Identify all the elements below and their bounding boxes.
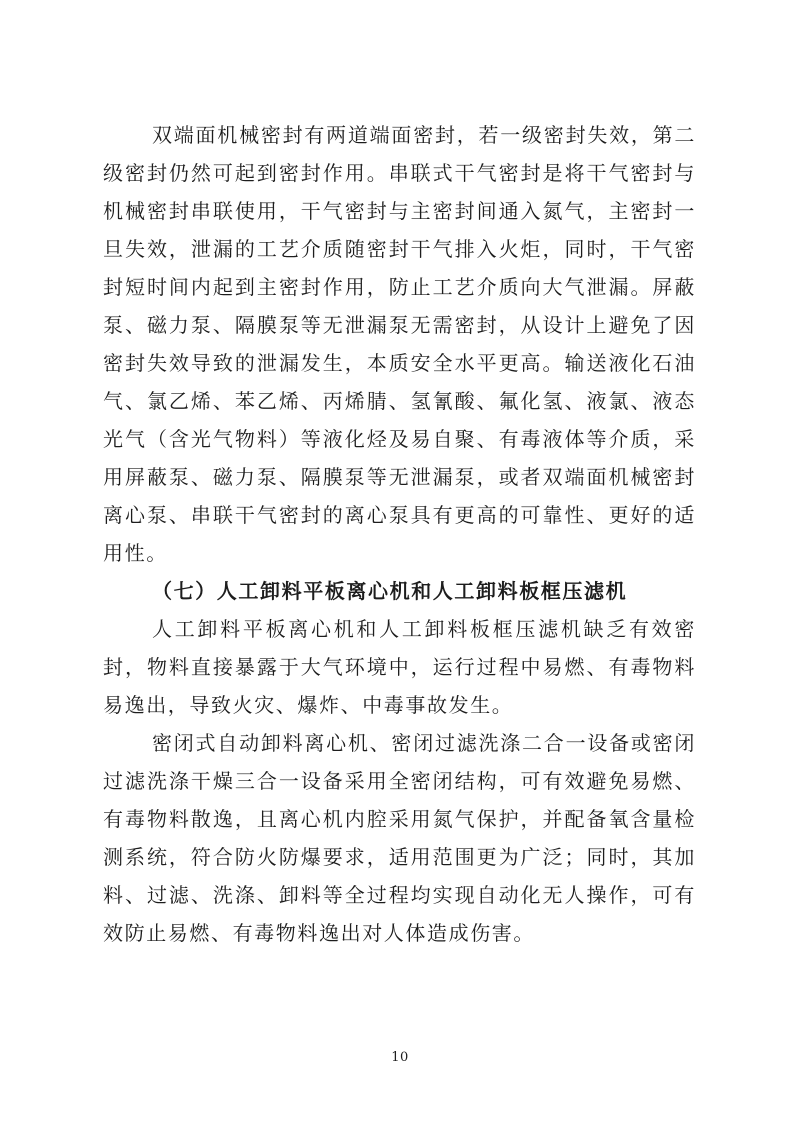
body-paragraph: 密闭式自动卸料离心机、密闭过滤洗涤二合一设备或密闭过滤洗涤干燥三合一设备采用全密闭结构，可有效避免易燃、有毒物料散逸，且离心机内腔采用氮气保护，并配备氧含量检测系统，符合防火防爆要求，适用范围更为广泛；同时，其加料、过滤、洗涤、卸料等全过程均实现自动化无人操作，可有效防止易燃、有毒物料逸出对人体造成伤害。 (103, 731, 696, 945)
page-number: 10 (391, 1050, 409, 1065)
body-paragraph: 双端面机械密封有两道端面密封，若一级密封失效，第二级密封仍然可起到密封作用。串联式干气密封是将干气密封与机械密封串联使用，干气密封与主密封间通入氮气，主密封一旦失效，泄漏的工艺介质随密封干气排入火炬，同时，干气密封短时间内起到主密封作用，防止工艺介质向大气泄漏。屏蔽泵、磁力泵、隔膜泵等无泄漏泵无需密封，从设计上避免了因密封失效导致的泄漏发生，本质安全水平更高。输送液化石油气、氯乙烯、苯乙烯、丙烯腈、氢氰酸、氟化氢、液氯、液态光气（含光气物料）等液化烃及易自聚、有毒液体等介质，采用屏蔽泵、磁力泵、隔膜泵等无泄漏泵，或者双端面机械密封离心泵、串联干气密封的离心泵具有更高的可靠性、更好的适用性。 (103, 123, 696, 565)
document-body (103, 116, 696, 952)
section-heading: （七）人工卸料平板离心机和人工卸料板框压滤机 (152, 579, 628, 603)
body-paragraph: 人工卸料平板离心机和人工卸料板框压滤机缺乏有效密封，物料直接暴露于大气环境中，运行过程中易燃、有毒物料易逸出，导致火灾、爆炸、中毒事故发生。 (103, 617, 696, 717)
page-footer (0, 1046, 800, 1065)
